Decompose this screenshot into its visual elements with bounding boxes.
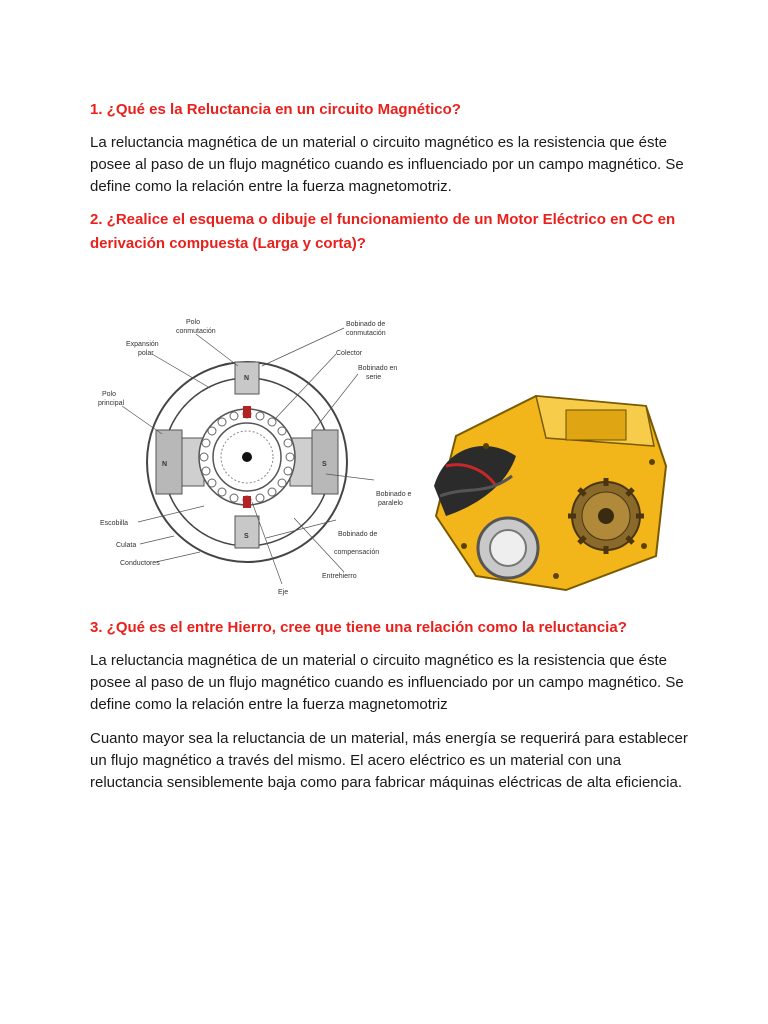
label-bobinado-paralelo-2: paralelo <box>378 500 403 507</box>
pole-s-right: S <box>322 461 327 468</box>
label-colector: Colector <box>336 350 363 357</box>
brush-bottom <box>243 496 251 508</box>
dc-motor-diagram <box>90 306 416 598</box>
question-3-heading: 3. ¿Qué es el entre Hierro, cree que tiene una relación como la reluctancia? <box>90 619 627 636</box>
label-culata: Culata <box>116 542 137 549</box>
label-polo-principal-2: principal <box>98 400 125 407</box>
label-polo-principal-1: Polo <box>102 391 117 398</box>
dc-motor-photo <box>416 366 682 598</box>
shaft <box>242 452 252 462</box>
question-3-answer-paragraph-2: Cuanto mayor sea la reluctancia de un material, más energía se requerirá para establecer un flujo magnético a través del mismo. El acero eléctrico es un material con una reluctancia sensiblemente baja como para fabricar máquinas eléctricas de alta eficiencia. <box>90 730 688 791</box>
question-1-heading: 1. ¿Qué es la Reluctancia en un circuito Magnético? <box>90 101 461 118</box>
commutation-pole-bottom <box>235 516 259 548</box>
label-expansion-polar-1: Expansión <box>126 341 159 348</box>
label-bobinado-compensacion-2: compensación <box>334 549 380 556</box>
brush-top <box>243 406 251 418</box>
label-entrehierro: Entrehierro <box>322 573 357 580</box>
question-2-heading: 2. ¿Realice el esquema o dibuje el funcionamiento de un Motor Eléctrico en CC en derivación compuesta (Larga y corta)? <box>90 211 676 252</box>
label-conductores: Conductores <box>120 560 160 567</box>
label-bobinado-paralelo-1: Bobinado e <box>376 491 412 498</box>
label-bobinado-compensacion-1: Bobinado de <box>338 531 378 538</box>
label-bobinado-serie-1: Bobinado en <box>358 365 398 372</box>
pole-n-left: N <box>162 461 168 468</box>
label-eje: Eje <box>278 589 289 596</box>
label-polo-conmutacion-2: conmutación <box>176 328 216 335</box>
question-1-answer: La reluctancia magnética de un material o circuito magnético es la resistencia que éste posee al paso de un flujo magnético cuando es influenciado por un campo magnético. Se define como la relación entre la fuerza magnetomotriz. <box>90 134 684 195</box>
label-expansion-polar-2: polar <box>138 350 154 357</box>
label-bobinado-conmutacion-1: Bobinado de <box>346 321 386 328</box>
main-pole-right <box>290 430 338 494</box>
label-bobinado-conmutacion-2: conmutación <box>346 330 386 337</box>
pole-s-bottom: S <box>244 533 249 540</box>
question-3-answer-paragraph-1: La reluctancia magnética de un material o circuito magnético es la resistencia que éste posee al paso de un flujo magnético cuando es influenciado por un campo magnético. Se define como la relación entre la fuerza magnetomotriz <box>90 652 684 713</box>
label-polo-conmutacion-1: Polo <box>186 319 201 326</box>
label-escobilla: Escobilla <box>100 520 129 527</box>
pole-n-top: N <box>244 375 250 382</box>
label-bobinado-serie-2: serie <box>366 374 382 381</box>
